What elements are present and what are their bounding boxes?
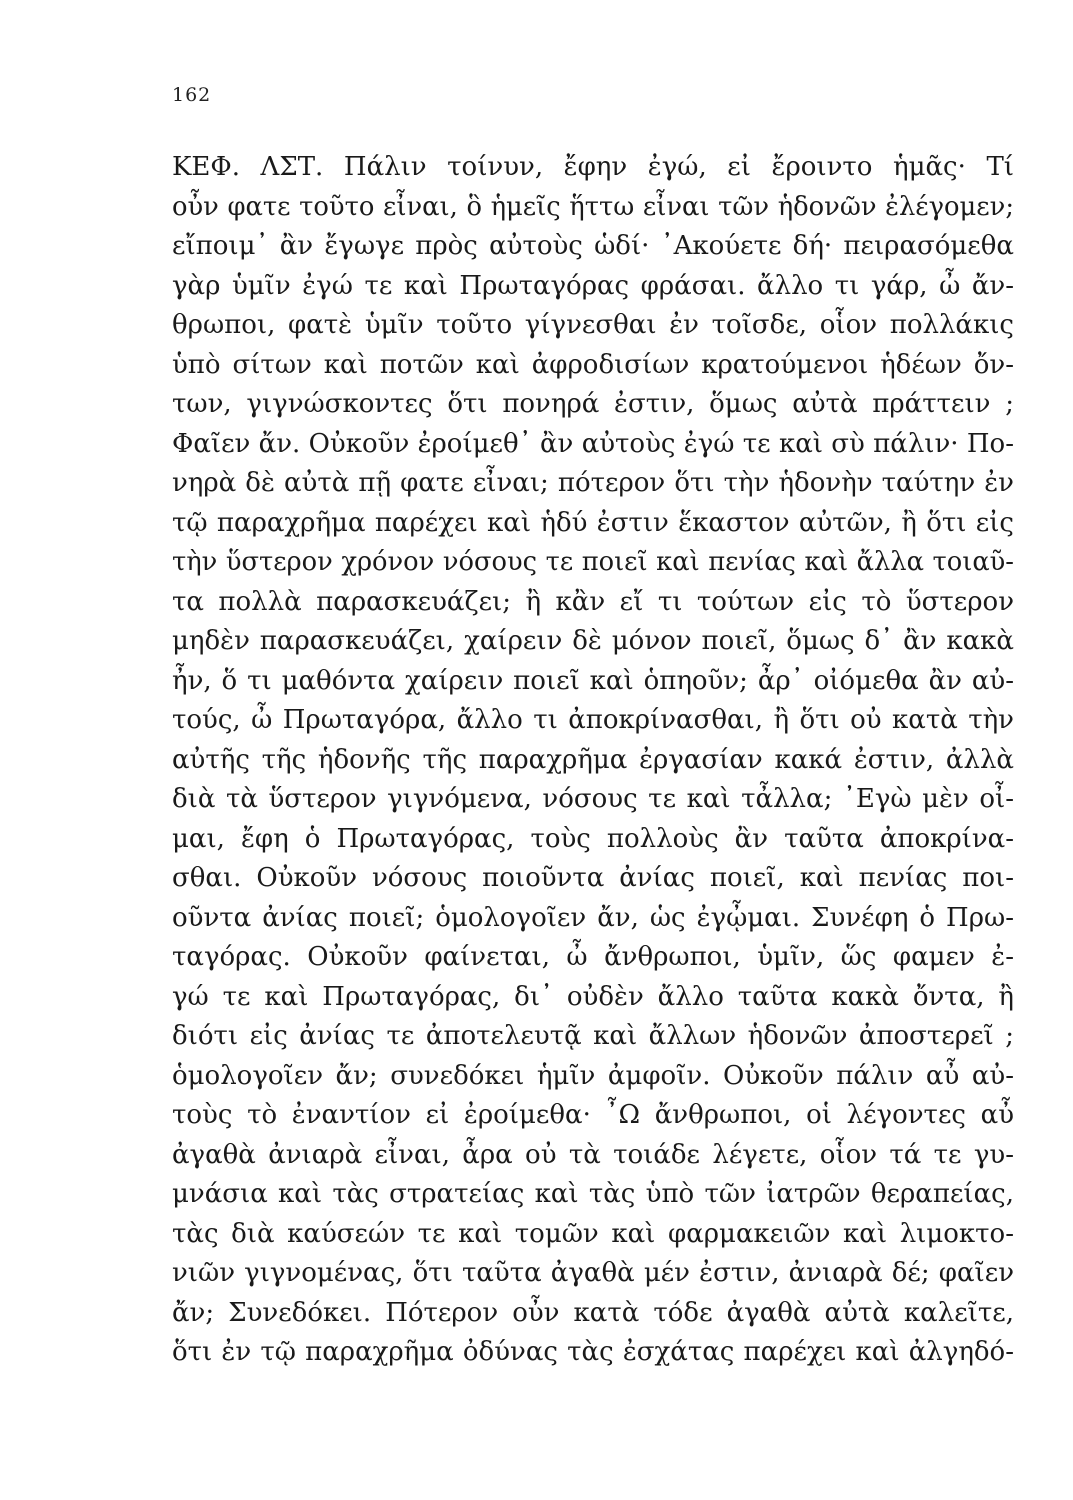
text-line: διότι εἰς ἀνίας τε ἀποτελευτᾷ καὶ ἄλλων ἡδονῶν ἀποστερεῖ ;	[172, 1021, 1014, 1051]
body-text	[172, 148, 1014, 1373]
text-line: τα πολλὰ παρασκευάζει; ἢ κἂν εἴ τι τούτων εἰς τὸ ὕστερον	[172, 586, 1014, 617]
text-line: ἀγαθὰ ἀνιαρὰ εἶναι, ἆρα οὐ τὰ τοιάδε λέγετε, οἷον τά τε γυ-	[172, 1139, 1014, 1170]
text-line: μηδὲν παρασκευάζει, χαίρειν δὲ μόνον ποιεῖ, ὅμως δ᾽ ἂν κακὰ	[172, 626, 1014, 656]
text-line: μαι, ἔφη ὁ Πρωταγόρας, τοὺς πολλοὺς ἂν ταῦτα ἀποκρίνα-	[172, 823, 1014, 854]
text-line: τὴν ὕστερον χρόνον νόσους τε ποιεῖ καὶ πενίας καὶ ἄλλα τοιαῦ-	[172, 547, 1014, 577]
text-line: τοὺς τὸ ἐναντίον εἰ ἐροίμεθα· ῏Ω ἄνθρωποι, οἱ λέγοντες αὖ	[172, 1100, 1014, 1130]
text-line: εἴποιμ᾽ ἂν ἔγωγε πρὸς αὐτοὺς ὡδί· ᾽Ακούετε δή· πειρασόμεθα	[172, 231, 1014, 261]
text-line: ὁμολογοῖεν ἄν; συνεδόκει ἡμῖν ἀμφοῖν. Οὐκοῦν πάλιν αὖ αὐ-	[172, 1060, 1014, 1091]
text-line: οῦντα ἀνίας ποιεῖ; ὁμολογοῖεν ἄν, ὡς ἐγᾦμαι. Συνέφη ὁ Πρω-	[172, 902, 1014, 933]
text-line: θρωποι, φατὲ ὑμῖν τοῦτο γίγνεσθαι ἐν τοῖσδε, οἷον πολλάκις	[172, 310, 1014, 340]
text-line: νιῶν γιγνομένας, ὅτι ταῦτα ἀγαθὰ μέν ἐστιν, ἀνιαρὰ δέ; φαῖεν	[172, 1258, 1014, 1288]
text-line: οὖν φατε τοῦτο εἶναι, ὃ ἡμεῖς ἥττω εἶναι τῶν ἡδονῶν ἐλέγομεν;	[172, 191, 1014, 222]
text-line: ταγόρας. Οὐκοῦν φαίνεται, ὦ ἄνθρωποι, ὑμῖν, ὥς φαμεν ἐ-	[172, 942, 1014, 972]
text-line: τὰς διὰ καύσεών τε καὶ τομῶν καὶ φαρμακειῶν καὶ λιμοκτο-	[172, 1218, 1014, 1249]
text-line: ἦν, ὅ τι μαθόντα χαίρειν ποιεῖ καὶ ὁπηοῦν; ἆρ᾽ οἰόμεθα ἂν αὐ-	[172, 665, 1014, 696]
page-number: 162	[172, 84, 212, 106]
text-line: Φαῖεν ἄν. Οὐκοῦν ἐροίμεθ᾽ ἂν αὐτοὺς ἐγώ τε καὶ σὺ πάλιν· Πο-	[172, 428, 1014, 459]
text-line: αὐτῆς τῆς ἡδονῆς τῆς παραχρῆμα ἐργασίαν κακά ἐστιν, ἀλλὰ	[172, 744, 1014, 775]
text-line: ὑπὸ σίτων καὶ ποτῶν καὶ ἀφροδισίων κρατούμενοι ἡδέων ὄν-	[172, 349, 1014, 380]
text-line: μνάσια καὶ τὰς στρατείας καὶ τὰς ὑπὸ τῶν ἰατρῶν θεραπείας,	[172, 1179, 1014, 1209]
text-line: γώ τε καὶ Πρωταγόρας, δι᾽ οὐδὲν ἄλλο ταῦτα κακὰ ὄντα, ἢ	[172, 981, 1014, 1012]
text-line: ἄν; Συνεδόκει. Πότερον οὖν κατὰ τόδε ἀγαθὰ αὐτὰ καλεῖτε,	[172, 1297, 1014, 1328]
text-line: των, γιγνώσκοντες ὅτι πονηρά ἐστιν, ὅμως αὐτὰ πράττειν ;	[172, 389, 1014, 419]
text-line: σθαι. Οὐκοῦν νόσους ποιοῦντα ἀνίας ποιεῖ, καὶ πενίας ποι-	[172, 863, 1014, 893]
text-line: ΚΕΦ. ΛΣΤ. Πάλιν τοίνυν, ἔφην ἐγώ, εἰ ἔροιντο ἡμᾶς· Τί	[172, 152, 1014, 182]
text-line: τῷ παραχρῆμα παρέχει καὶ ἡδύ ἐστιν ἕκαστον αὐτῶν, ἢ ὅτι εἰς	[172, 507, 1014, 538]
text-line: τούς, ὦ Πρωταγόρα, ἄλλο τι ἀποκρίνασθαι, ἢ ὅτι οὐ κατὰ τὴν	[172, 705, 1014, 735]
text-line: ὅτι ἐν τῷ παραχρῆμα ὀδύνας τὰς ἐσχάτας παρέχει καὶ ἀλγηδό-	[172, 1337, 1014, 1367]
text-line: διὰ τὰ ὕστερον γιγνόμενα, νόσους τε καὶ τἆλλα; ᾽Εγὼ μὲν οἶ-	[172, 784, 1014, 814]
text-line: νηρὰ δὲ αὐτὰ πῇ φατε εἶναι; πότερον ὅτι τὴν ἡδονὴν ταύτην ἐν	[172, 468, 1014, 498]
text-line: γὰρ ὑμῖν ἐγώ τε καὶ Πρωταγόρας φράσαι. ἄλλο τι γάρ, ὦ ἄν-	[172, 270, 1014, 301]
